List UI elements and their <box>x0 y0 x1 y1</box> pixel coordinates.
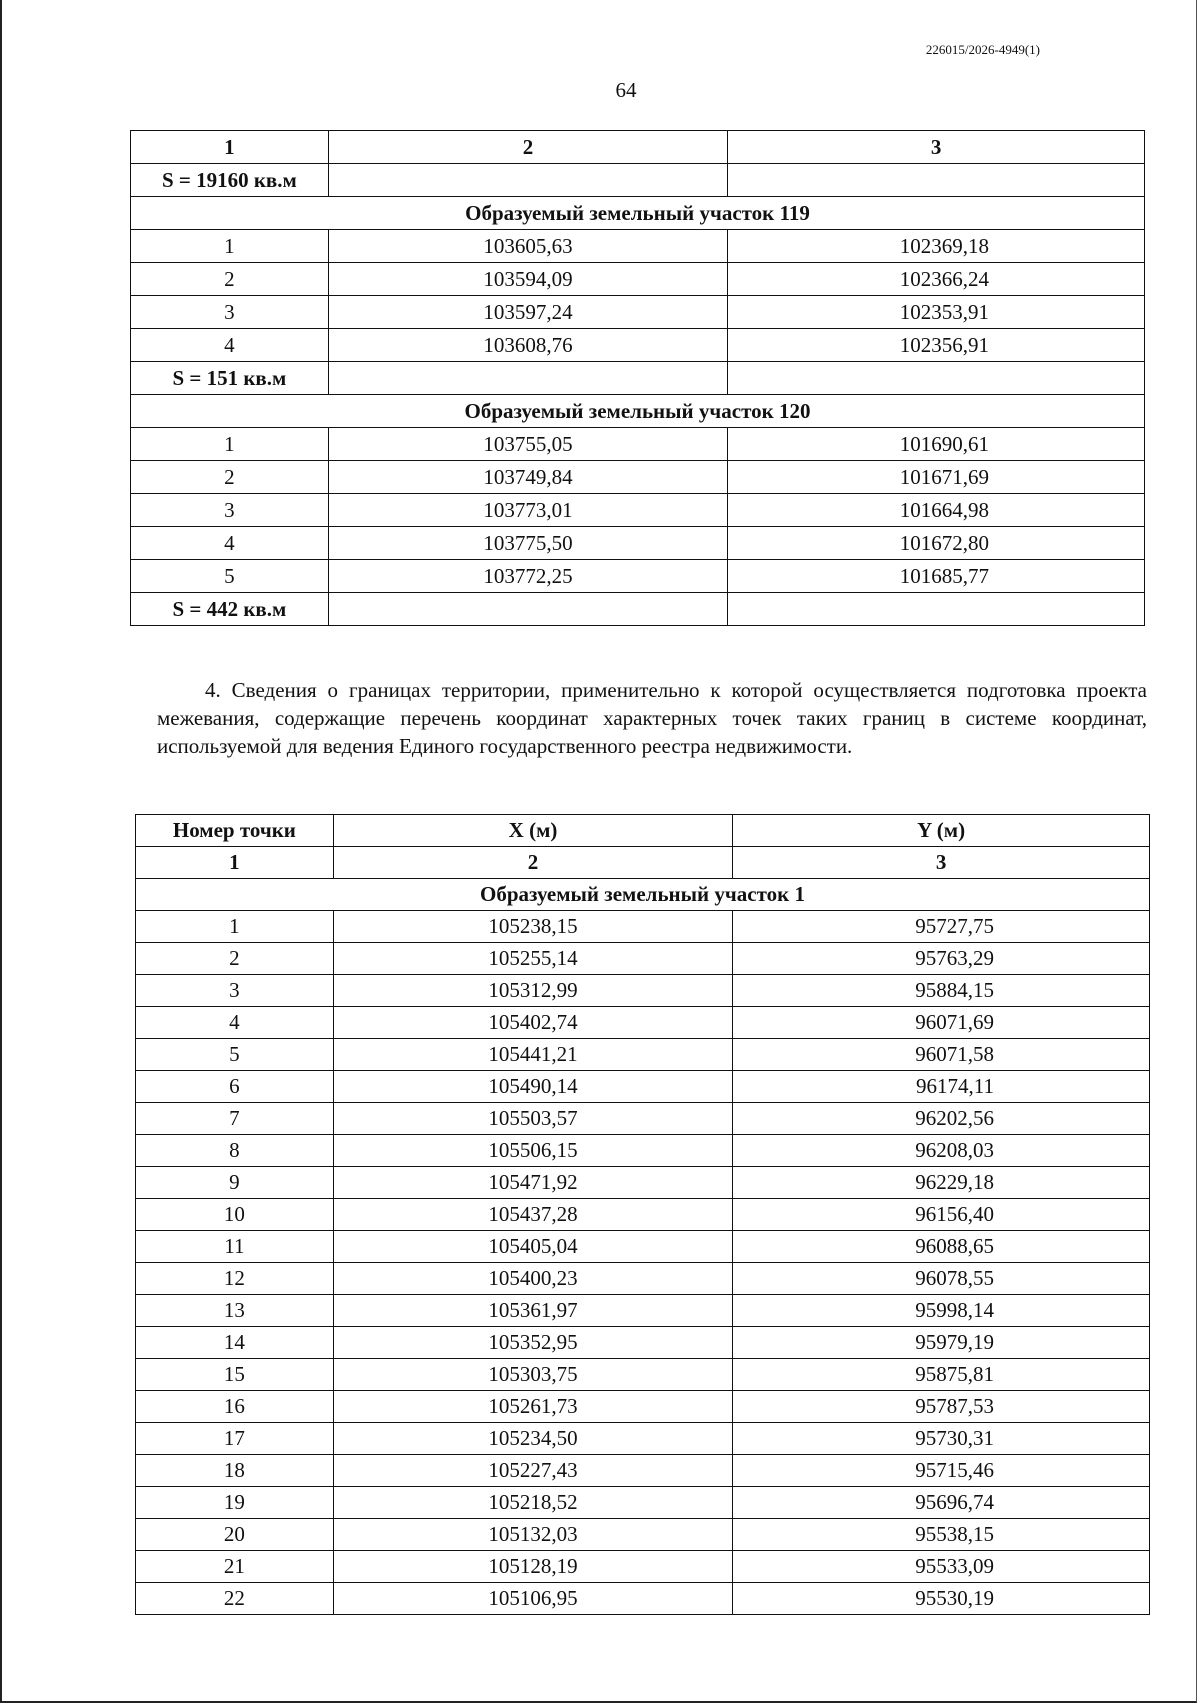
plot-heading: Образуемый земельный участок 120 <box>131 395 1145 428</box>
point-number: 15 <box>136 1359 334 1391</box>
page-number: 64 <box>615 78 637 102</box>
x-coordinate: 103608,76 <box>328 329 728 362</box>
x-coordinate: 105218,52 <box>333 1487 733 1519</box>
document-id: 226015/2026-4949(1) <box>925 42 1040 57</box>
x-coordinate: 105255,14 <box>333 943 733 975</box>
table-row <box>131 230 1145 263</box>
column-number-row <box>131 131 1145 164</box>
y-coordinate: 101671,69 <box>728 461 1145 494</box>
y-coordinate: 96078,55 <box>733 1263 1150 1295</box>
point-number: 18 <box>136 1455 334 1487</box>
table-row <box>136 1231 1150 1263</box>
x-coordinate: 105402,74 <box>333 1007 733 1039</box>
column-header-point-number: Номер точки <box>136 815 334 847</box>
table-row <box>131 494 1145 527</box>
x-coordinate: 103605,63 <box>328 230 728 263</box>
x-coordinate: 105441,21 <box>333 1039 733 1071</box>
y-coordinate: 101685,77 <box>728 560 1145 593</box>
x-coordinate: 103749,84 <box>328 461 728 494</box>
x-coordinate: 103597,24 <box>328 296 728 329</box>
point-number: 3 <box>131 494 329 527</box>
table-row <box>136 1007 1150 1039</box>
point-number: 20 <box>136 1519 334 1551</box>
area-row <box>131 362 1145 395</box>
x-coordinate: 105503,57 <box>333 1103 733 1135</box>
table-row <box>136 1071 1150 1103</box>
point-number: 8 <box>136 1135 334 1167</box>
plot-heading: Образуемый земельный участок 119 <box>131 197 1145 230</box>
x-coordinate: 105437,28 <box>333 1199 733 1231</box>
x-coordinate: 105312,99 <box>333 975 733 1007</box>
point-number: 11 <box>136 1231 334 1263</box>
y-coordinate: 101690,61 <box>728 428 1145 461</box>
empty-cell <box>728 362 1145 395</box>
point-number: 1 <box>131 230 329 263</box>
point-number: 21 <box>136 1551 334 1583</box>
point-number: 10 <box>136 1199 334 1231</box>
section-4-paragraph <box>157 676 1147 760</box>
point-number: 4 <box>131 329 329 362</box>
point-number: 5 <box>136 1039 334 1071</box>
x-coordinate: 103773,01 <box>328 494 728 527</box>
column-header-y: Y (м) <box>733 815 1150 847</box>
x-coordinate: 105234,50 <box>333 1423 733 1455</box>
point-number: 4 <box>131 527 329 560</box>
area-row <box>131 593 1145 626</box>
x-coordinate: 105352,95 <box>333 1327 733 1359</box>
x-coordinate: 103594,09 <box>328 263 728 296</box>
point-number: 6 <box>136 1071 334 1103</box>
table-row <box>136 1519 1150 1551</box>
area-value: S = 442 кв.м <box>131 593 329 626</box>
empty-cell <box>728 164 1145 197</box>
table-row <box>131 329 1145 362</box>
plot-heading-row <box>136 879 1150 911</box>
area-value: S = 151 кв.м <box>131 362 329 395</box>
table-row <box>136 1103 1150 1135</box>
column-number: 2 <box>333 847 733 879</box>
point-number: 17 <box>136 1423 334 1455</box>
table-row <box>136 1423 1150 1455</box>
x-coordinate: 105490,14 <box>333 1071 733 1103</box>
x-coordinate: 105471,92 <box>333 1167 733 1199</box>
point-number: 22 <box>136 1583 334 1615</box>
table-row <box>136 1359 1150 1391</box>
table-row <box>131 428 1145 461</box>
x-coordinate: 105506,15 <box>333 1135 733 1167</box>
y-coordinate: 95787,53 <box>733 1391 1150 1423</box>
y-coordinate: 101672,80 <box>728 527 1145 560</box>
point-number: 5 <box>131 560 329 593</box>
y-coordinate: 95696,74 <box>733 1487 1150 1519</box>
table-row <box>136 1135 1150 1167</box>
area-value: S = 19160 кв.м <box>131 164 329 197</box>
y-coordinate: 95727,75 <box>733 911 1150 943</box>
column-number: 3 <box>733 847 1150 879</box>
x-coordinate: 105227,43 <box>333 1455 733 1487</box>
coordinates-table-upper <box>130 130 1145 626</box>
section-4-text: 4. Сведения о границах территории, применительно к которой осуществляется подготовка проекта межевания, содержащие перечень координат характерных точек таких границ в системе координат, используемой для ведения Единого государственного реестра недвижимости. <box>157 678 1147 758</box>
y-coordinate: 102356,91 <box>728 329 1145 362</box>
point-number: 2 <box>136 943 334 975</box>
point-number: 14 <box>136 1327 334 1359</box>
table-row <box>136 911 1150 943</box>
table-row <box>136 1039 1150 1071</box>
point-number: 16 <box>136 1391 334 1423</box>
table-row <box>131 263 1145 296</box>
y-coordinate: 101664,98 <box>728 494 1145 527</box>
table-row <box>136 1487 1150 1519</box>
column-number: 1 <box>136 847 334 879</box>
y-coordinate: 96156,40 <box>733 1199 1150 1231</box>
y-coordinate: 95533,09 <box>733 1551 1150 1583</box>
table-row <box>136 1263 1150 1295</box>
y-coordinate: 95979,19 <box>733 1327 1150 1359</box>
y-coordinate: 95998,14 <box>733 1295 1150 1327</box>
point-number: 4 <box>136 1007 334 1039</box>
point-number: 3 <box>131 296 329 329</box>
point-number: 13 <box>136 1295 334 1327</box>
point-number: 1 <box>136 911 334 943</box>
y-coordinate: 95884,15 <box>733 975 1150 1007</box>
coordinates-table-lower <box>135 814 1150 1615</box>
table-row <box>136 1583 1150 1615</box>
point-number: 12 <box>136 1263 334 1295</box>
y-coordinate: 95715,46 <box>733 1455 1150 1487</box>
point-number: 19 <box>136 1487 334 1519</box>
point-number: 2 <box>131 461 329 494</box>
y-coordinate: 96202,56 <box>733 1103 1150 1135</box>
empty-cell <box>328 593 728 626</box>
header-row <box>136 815 1150 847</box>
x-coordinate: 105400,23 <box>333 1263 733 1295</box>
table-row <box>131 296 1145 329</box>
x-coordinate: 105106,95 <box>333 1583 733 1615</box>
area-row <box>131 164 1145 197</box>
y-coordinate: 95730,31 <box>733 1423 1150 1455</box>
x-coordinate: 105405,04 <box>333 1231 733 1263</box>
y-coordinate: 95538,15 <box>733 1519 1150 1551</box>
table-row <box>131 461 1145 494</box>
empty-cell <box>328 164 728 197</box>
x-coordinate: 105261,73 <box>333 1391 733 1423</box>
table-row <box>131 560 1145 593</box>
x-coordinate: 103772,25 <box>328 560 728 593</box>
x-coordinate: 105128,19 <box>333 1551 733 1583</box>
plot-heading-row <box>131 197 1145 230</box>
table-row <box>136 975 1150 1007</box>
empty-cell <box>328 362 728 395</box>
y-coordinate: 102353,91 <box>728 296 1145 329</box>
column-number: 1 <box>131 131 329 164</box>
y-coordinate: 96071,58 <box>733 1039 1150 1071</box>
column-number-row <box>136 847 1150 879</box>
x-coordinate: 105303,75 <box>333 1359 733 1391</box>
plot-heading: Образуемый земельный участок 1 <box>136 879 1150 911</box>
point-number: 9 <box>136 1167 334 1199</box>
x-coordinate: 105238,15 <box>333 911 733 943</box>
table-row <box>136 1199 1150 1231</box>
y-coordinate: 95875,81 <box>733 1359 1150 1391</box>
x-coordinate: 103755,05 <box>328 428 728 461</box>
point-number: 1 <box>131 428 329 461</box>
column-number: 3 <box>728 131 1145 164</box>
column-number: 2 <box>328 131 728 164</box>
y-coordinate: 96174,11 <box>733 1071 1150 1103</box>
x-coordinate: 105361,97 <box>333 1295 733 1327</box>
table-row <box>136 1295 1150 1327</box>
plot-heading-row <box>131 395 1145 428</box>
table-row <box>131 527 1145 560</box>
y-coordinate: 102366,24 <box>728 263 1145 296</box>
y-coordinate: 96071,69 <box>733 1007 1150 1039</box>
point-number: 7 <box>136 1103 334 1135</box>
point-number: 3 <box>136 975 334 1007</box>
x-coordinate: 105132,03 <box>333 1519 733 1551</box>
table-row <box>136 943 1150 975</box>
table-row <box>136 1455 1150 1487</box>
y-coordinate: 96208,03 <box>733 1135 1150 1167</box>
y-coordinate: 95763,29 <box>733 943 1150 975</box>
table-row <box>136 1327 1150 1359</box>
x-coordinate: 103775,50 <box>328 527 728 560</box>
y-coordinate: 95530,19 <box>733 1583 1150 1615</box>
table-row <box>136 1391 1150 1423</box>
point-number: 2 <box>131 263 329 296</box>
empty-cell <box>728 593 1145 626</box>
table-row <box>136 1551 1150 1583</box>
table-row <box>136 1167 1150 1199</box>
y-coordinate: 96088,65 <box>733 1231 1150 1263</box>
y-coordinate: 102369,18 <box>728 230 1145 263</box>
y-coordinate: 96229,18 <box>733 1167 1150 1199</box>
column-header-x: X (м) <box>333 815 733 847</box>
